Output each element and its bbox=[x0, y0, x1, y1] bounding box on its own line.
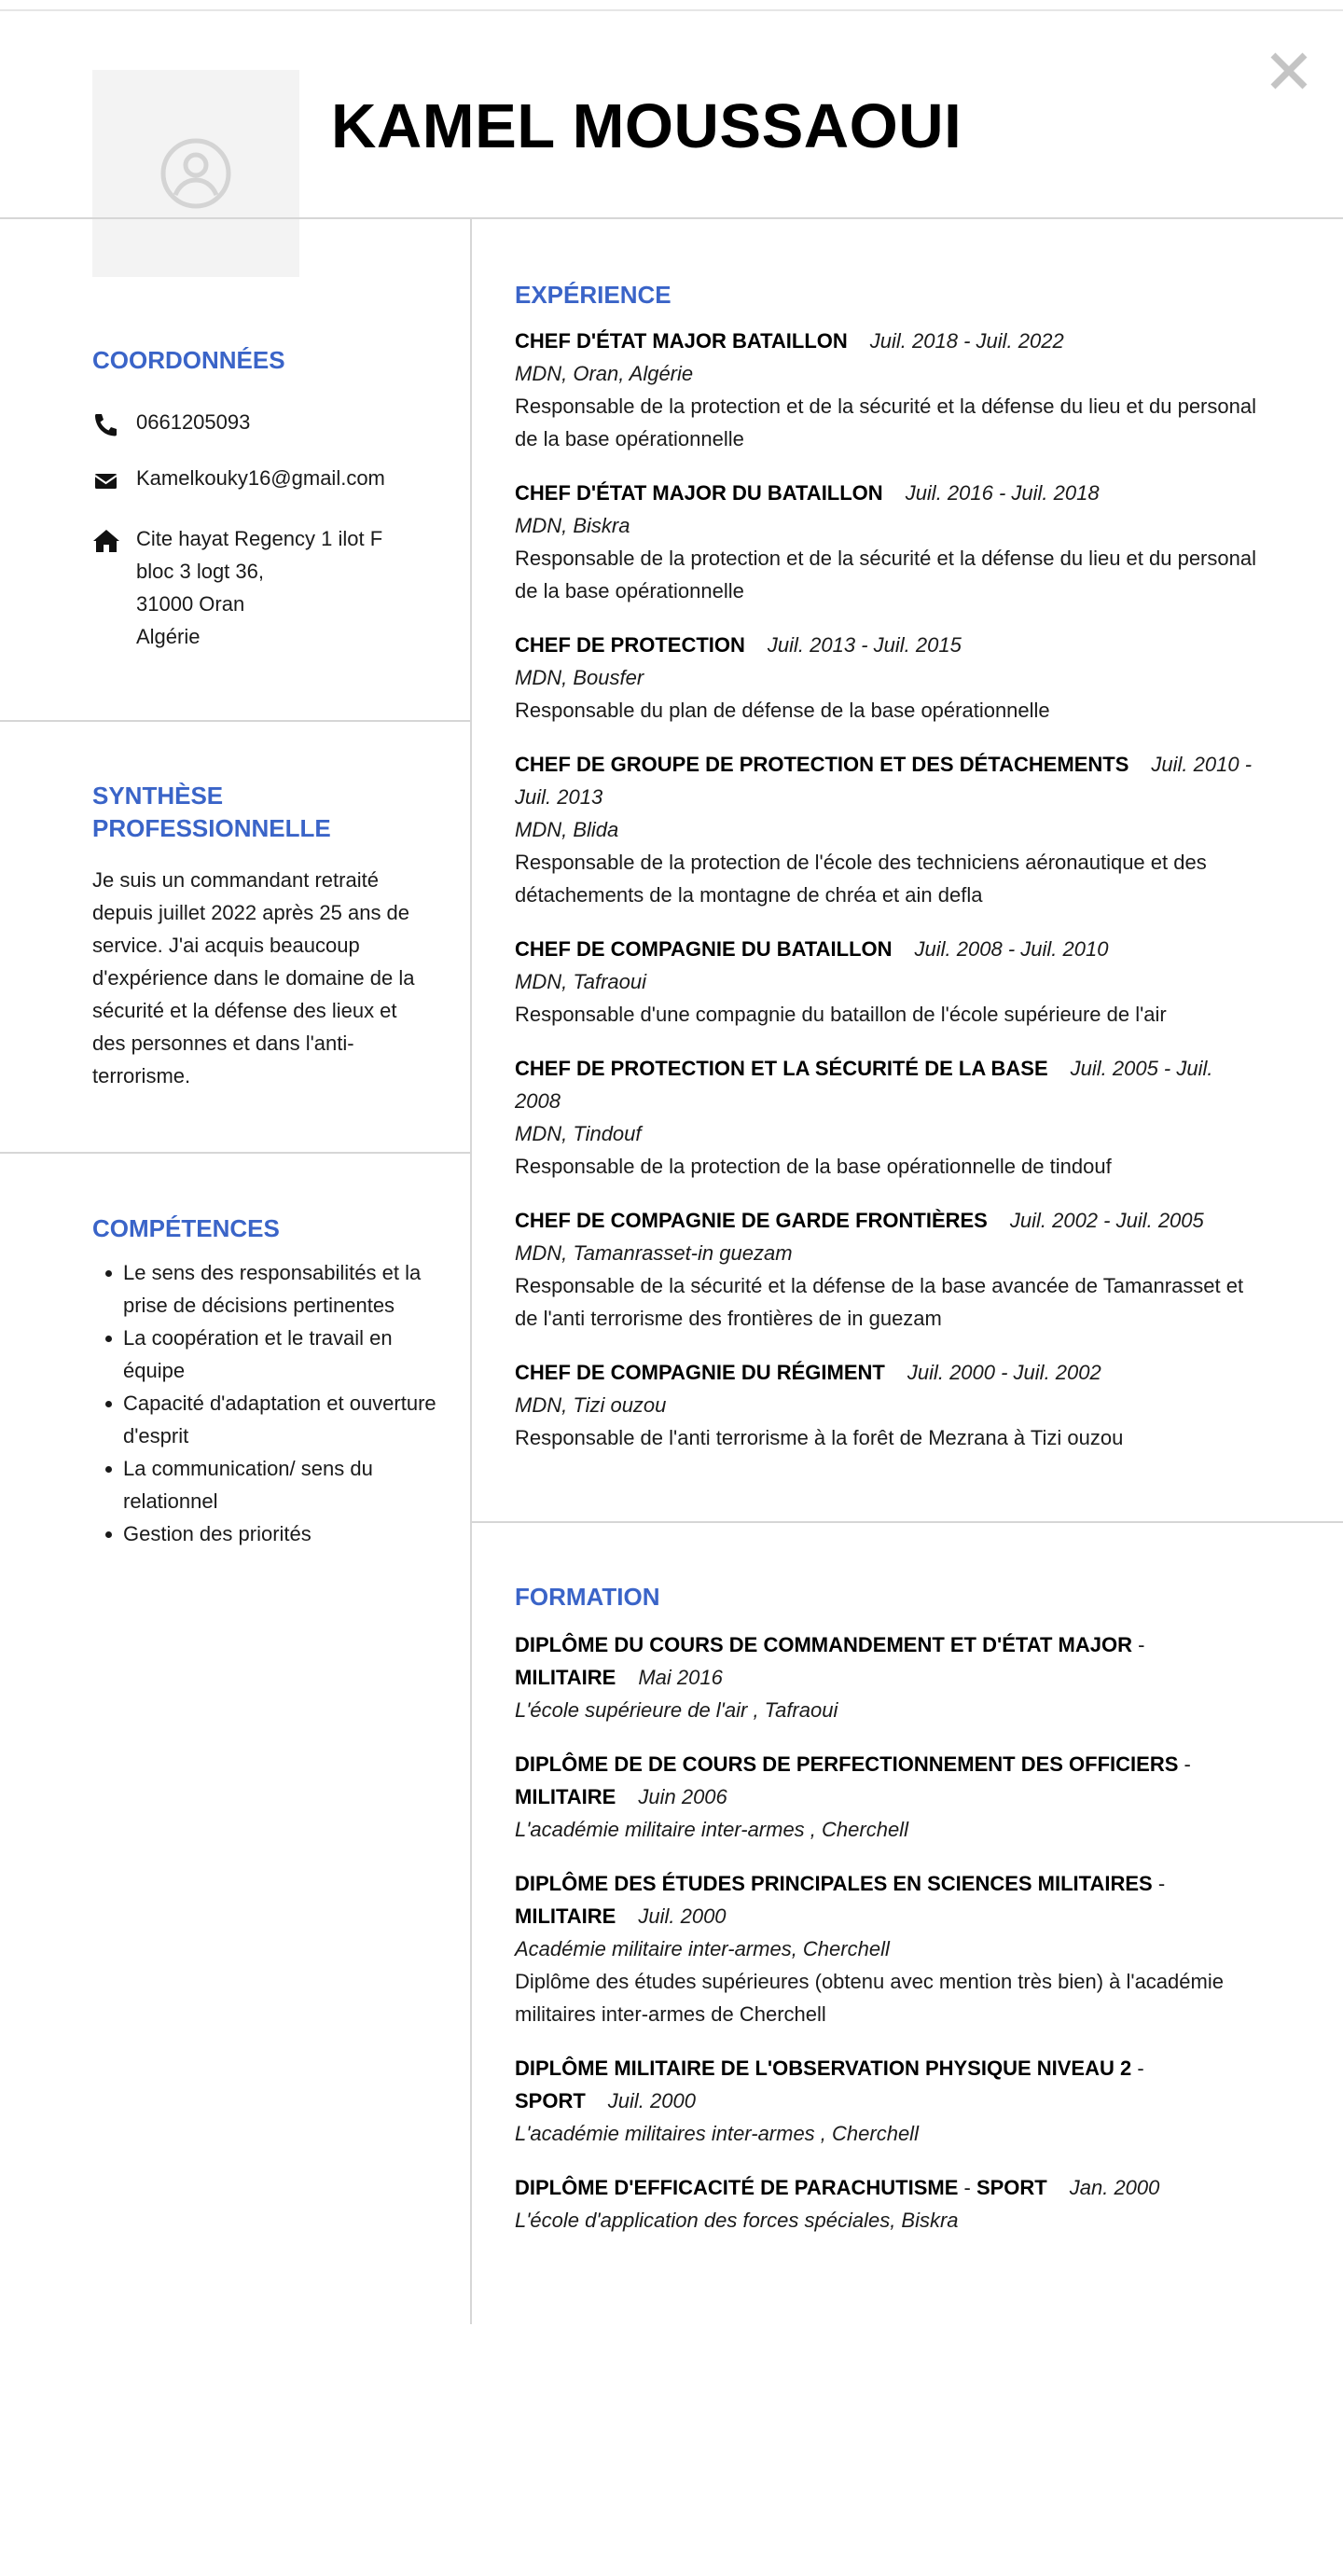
degree-date: Juil. 2000 bbox=[607, 2089, 696, 2112]
job-title: CHEF D'ÉTAT MAJOR BATAILLON bbox=[515, 329, 848, 353]
summary-title-line: SYNTHÈSE bbox=[92, 782, 224, 810]
education-entry: DIPLÔME DU COURS DE COMMANDEMENT ET D'ÉTAT MAJOR - MILITAIRE Mai 2016 L'école supérieure de l'air , Tafraoui bbox=[515, 1628, 1261, 1726]
experience-entry bbox=[515, 933, 1261, 1031]
degree-title: DIPLÔME DES ÉTUDES PRINCIPALES EN SCIENCES MILITAIRES bbox=[515, 1872, 1153, 1895]
skill-item: Gestion des priorités bbox=[92, 1517, 437, 1550]
job-title: CHEF DE COMPAGNIE DE GARDE FRONTIÈRES bbox=[515, 1209, 988, 1232]
education-entry: DIPLÔME MILITAIRE DE L'OBSERVATION PHYSIQUE NIVEAU 2 - SPORT Juil. 2000 L'académie militaires inter-armes , Cherchell bbox=[515, 2052, 1261, 2150]
degree-title: DIPLÔME D'EFFICACITÉ DE PARACHUTISME bbox=[515, 2176, 959, 2199]
job-title: CHEF DE PROTECTION ET LA SÉCURITÉ DE LA BASE bbox=[515, 1057, 1048, 1080]
degree-field: MILITAIRE bbox=[515, 1904, 616, 1928]
job-dates: Juil. 2002 - Juil. 2005 bbox=[1009, 1209, 1204, 1232]
experience-entry bbox=[515, 1356, 1261, 1454]
job-title: CHEF DE PROTECTION bbox=[515, 633, 745, 657]
school-name: L'école d'application des forces spéciales, Biskra bbox=[515, 2209, 959, 2232]
skill-item: La coopération et le travail en équipe bbox=[92, 1322, 437, 1387]
school-name: L'école supérieure de l'air , Tafraoui bbox=[515, 1698, 838, 1722]
job-employer: MDN, Tafraoui bbox=[515, 970, 647, 993]
job-dates: Juil. 2016 - Juil. 2018 bbox=[905, 481, 1100, 505]
education-entry: DIPLÔME DES ÉTUDES PRINCIPALES EN SCIENCES MILITAIRES - MILITAIRE Juil. 2000 Académie militaire inter-armes, Cherchell Diplôme des études supérieures (obtenu avec mention très bien) à l'académie militaires inter-armes de Cherchell bbox=[515, 1867, 1261, 2030]
job-dates: Juil. 2005 - Juil. 2008 bbox=[515, 1057, 1213, 1113]
experience-entry bbox=[515, 1204, 1261, 1335]
school-name: L'académie militaires inter-armes , Cherchell bbox=[515, 2122, 919, 2145]
degree-field: MILITAIRE bbox=[515, 1666, 616, 1689]
job-title: CHEF D'ÉTAT MAJOR DU BATAILLON bbox=[515, 481, 883, 505]
summary-section-title bbox=[92, 780, 331, 845]
summary-title-line: PROFESSIONNELLE bbox=[92, 814, 331, 842]
contact-divider bbox=[0, 720, 470, 722]
job-title: CHEF DE GROUPE DE PROTECTION ET DES DÉTACHEMENTS bbox=[515, 753, 1129, 776]
contact-address bbox=[92, 522, 447, 653]
job-dates: Juil. 2008 - Juil. 2010 bbox=[914, 937, 1109, 961]
skill-item: La communication/ sens du relationnel bbox=[92, 1452, 437, 1517]
job-title: CHEF DE COMPAGNIE DU BATAILLON bbox=[515, 937, 893, 961]
envelope-icon bbox=[92, 462, 136, 494]
job-description: Responsable de l'anti terrorisme à la forêt de Mezrana à Tizi ouzou bbox=[515, 1426, 1124, 1449]
job-description: Responsable de la sécurité et la défense de la base avancée de Tamanrasset et de l'anti terrorisme des frontières de in guezam bbox=[515, 1274, 1244, 1330]
experience-list bbox=[515, 325, 1261, 1475]
school-name: Académie militaire inter-armes, Cherchell bbox=[515, 1937, 890, 1960]
education-list bbox=[515, 1628, 1261, 2258]
address-line: bloc 3 logt 36, bbox=[136, 560, 264, 583]
degree-field: MILITAIRE bbox=[515, 1785, 616, 1808]
job-dates: Juil. 2018 - Juil. 2022 bbox=[869, 329, 1064, 353]
education-entry: DIPLÔME D'EFFICACITÉ DE PARACHUTISME - SPORT Jan. 2000 L'école d'application des forces spéciales, Biskra bbox=[515, 2171, 1261, 2237]
experience-entry bbox=[515, 748, 1261, 911]
phone-icon bbox=[92, 406, 136, 438]
job-employer: MDN, Tizi ouzou bbox=[515, 1393, 667, 1417]
school-name: L'académie militaire inter-armes , Cherchell bbox=[515, 1818, 908, 1841]
contact-phone bbox=[92, 406, 447, 438]
degree-date: Mai 2016 bbox=[638, 1666, 723, 1689]
job-title: CHEF DE COMPAGNIE DU RÉGIMENT bbox=[515, 1361, 885, 1384]
job-employer: MDN, Tamanrasset-in guezam bbox=[515, 1241, 793, 1265]
degree-description: Diplôme des études supérieures (obtenu avec mention très bien) à l'académie militaires inter-armes de Cherchell bbox=[515, 1970, 1224, 2026]
degree-date: Juil. 2000 bbox=[638, 1904, 727, 1928]
degree-field: SPORT bbox=[515, 2089, 586, 2112]
column-divider bbox=[470, 219, 472, 2324]
skills-section-title: COMPÉTENCES bbox=[92, 1214, 280, 1242]
experience-entry bbox=[515, 1052, 1261, 1183]
skill-item: Le sens des responsabilités et la prise de décisions pertinentes bbox=[92, 1256, 437, 1322]
job-employer: MDN, Blida bbox=[515, 818, 619, 841]
degree-title: DIPLÔME DU COURS DE COMMANDEMENT ET D'ÉTAT MAJOR bbox=[515, 1633, 1132, 1656]
experience-entry bbox=[515, 477, 1261, 607]
job-description: Responsable de la protection de l'école des techniciens aéronautique et des détachements de la montagne de chréa et ain defla bbox=[515, 851, 1207, 907]
degree-title: DIPLÔME MILITAIRE DE L'OBSERVATION PHYSIQUE NIVEAU 2 bbox=[515, 2057, 1132, 2080]
skills-list bbox=[92, 1256, 437, 1550]
top-divider bbox=[0, 9, 1343, 11]
experience-divider bbox=[472, 1521, 1343, 1523]
experience-section-title: EXPÉRIENCE bbox=[515, 281, 672, 309]
degree-field: SPORT bbox=[976, 2176, 1047, 2199]
education-entry: DIPLÔME DE DE COURS DE PERFECTIONNEMENT DES OFFICIERS - MILITAIRE Juin 2006 L'académie militaire inter-armes , Cherchell bbox=[515, 1748, 1261, 1846]
address-block bbox=[136, 522, 382, 653]
email-address[interactable]: Kamelkouky16@gmail.com bbox=[136, 466, 385, 490]
degree-date: Juin 2006 bbox=[638, 1785, 727, 1808]
address-line: 31000 Oran bbox=[136, 592, 245, 616]
job-description: Responsable de la protection de la base opérationnelle de tindouf bbox=[515, 1155, 1112, 1178]
job-employer: MDN, Tindouf bbox=[515, 1122, 642, 1145]
user-avatar-icon bbox=[159, 137, 232, 210]
degree-date: Jan. 2000 bbox=[1069, 2176, 1160, 2199]
job-employer: MDN, Oran, Algérie bbox=[515, 362, 694, 385]
contact-email bbox=[92, 462, 447, 494]
skill-item: Capacité d'adaptation et ouverture d'esprit bbox=[92, 1387, 437, 1452]
home-icon bbox=[92, 522, 136, 653]
profile-photo-placeholder bbox=[92, 70, 299, 277]
job-description: Responsable du plan de défense de la base opérationnelle bbox=[515, 699, 1050, 722]
job-dates: Juil. 2010 - Juil. 2013 bbox=[515, 753, 1253, 809]
candidate-name: KAMEL MOUSSAOUI bbox=[331, 91, 962, 161]
education-section-title: FORMATION bbox=[515, 1583, 660, 1611]
experience-entry bbox=[515, 325, 1261, 455]
experience-entry bbox=[515, 629, 1261, 727]
header-divider bbox=[0, 217, 1343, 219]
job-employer: MDN, Biskra bbox=[515, 514, 630, 537]
job-dates: Juil. 2013 - Juil. 2015 bbox=[767, 633, 962, 657]
summary-text: Je suis un commandant retraité depuis juillet 2022 après 25 ans de service. J'ai acquis beaucoup d'expérience dans le domaine de la sécurité et la défense des lieux et des personnes et dans l'anti-terrorisme. bbox=[92, 868, 415, 1087]
close-button[interactable] bbox=[1265, 47, 1313, 95]
job-description: Responsable d'une compagnie du bataillon de l'école supérieure de l'air bbox=[515, 1003, 1167, 1026]
contact-section-title: COORDONNÉES bbox=[92, 346, 285, 374]
phone-number[interactable]: 0661205093 bbox=[136, 410, 251, 434]
job-description: Responsable de la protection et de la sécurité et la défense du lieu et du personal de la base opérationnelle bbox=[515, 547, 1256, 602]
job-description: Responsable de la protection et de la sécurité et la défense du lieu et du personal de la base opérationnelle bbox=[515, 395, 1256, 450]
summary-divider bbox=[0, 1152, 470, 1154]
degree-title: DIPLÔME DE DE COURS DE PERFECTIONNEMENT DES OFFICIERS bbox=[515, 1752, 1179, 1776]
job-dates: Juil. 2000 - Juil. 2002 bbox=[907, 1361, 1101, 1384]
job-employer: MDN, Bousfer bbox=[515, 666, 644, 689]
close-icon bbox=[1265, 47, 1313, 95]
address-line: Cite hayat Regency 1 ilot F bbox=[136, 527, 383, 550]
address-line: Algérie bbox=[136, 625, 201, 648]
